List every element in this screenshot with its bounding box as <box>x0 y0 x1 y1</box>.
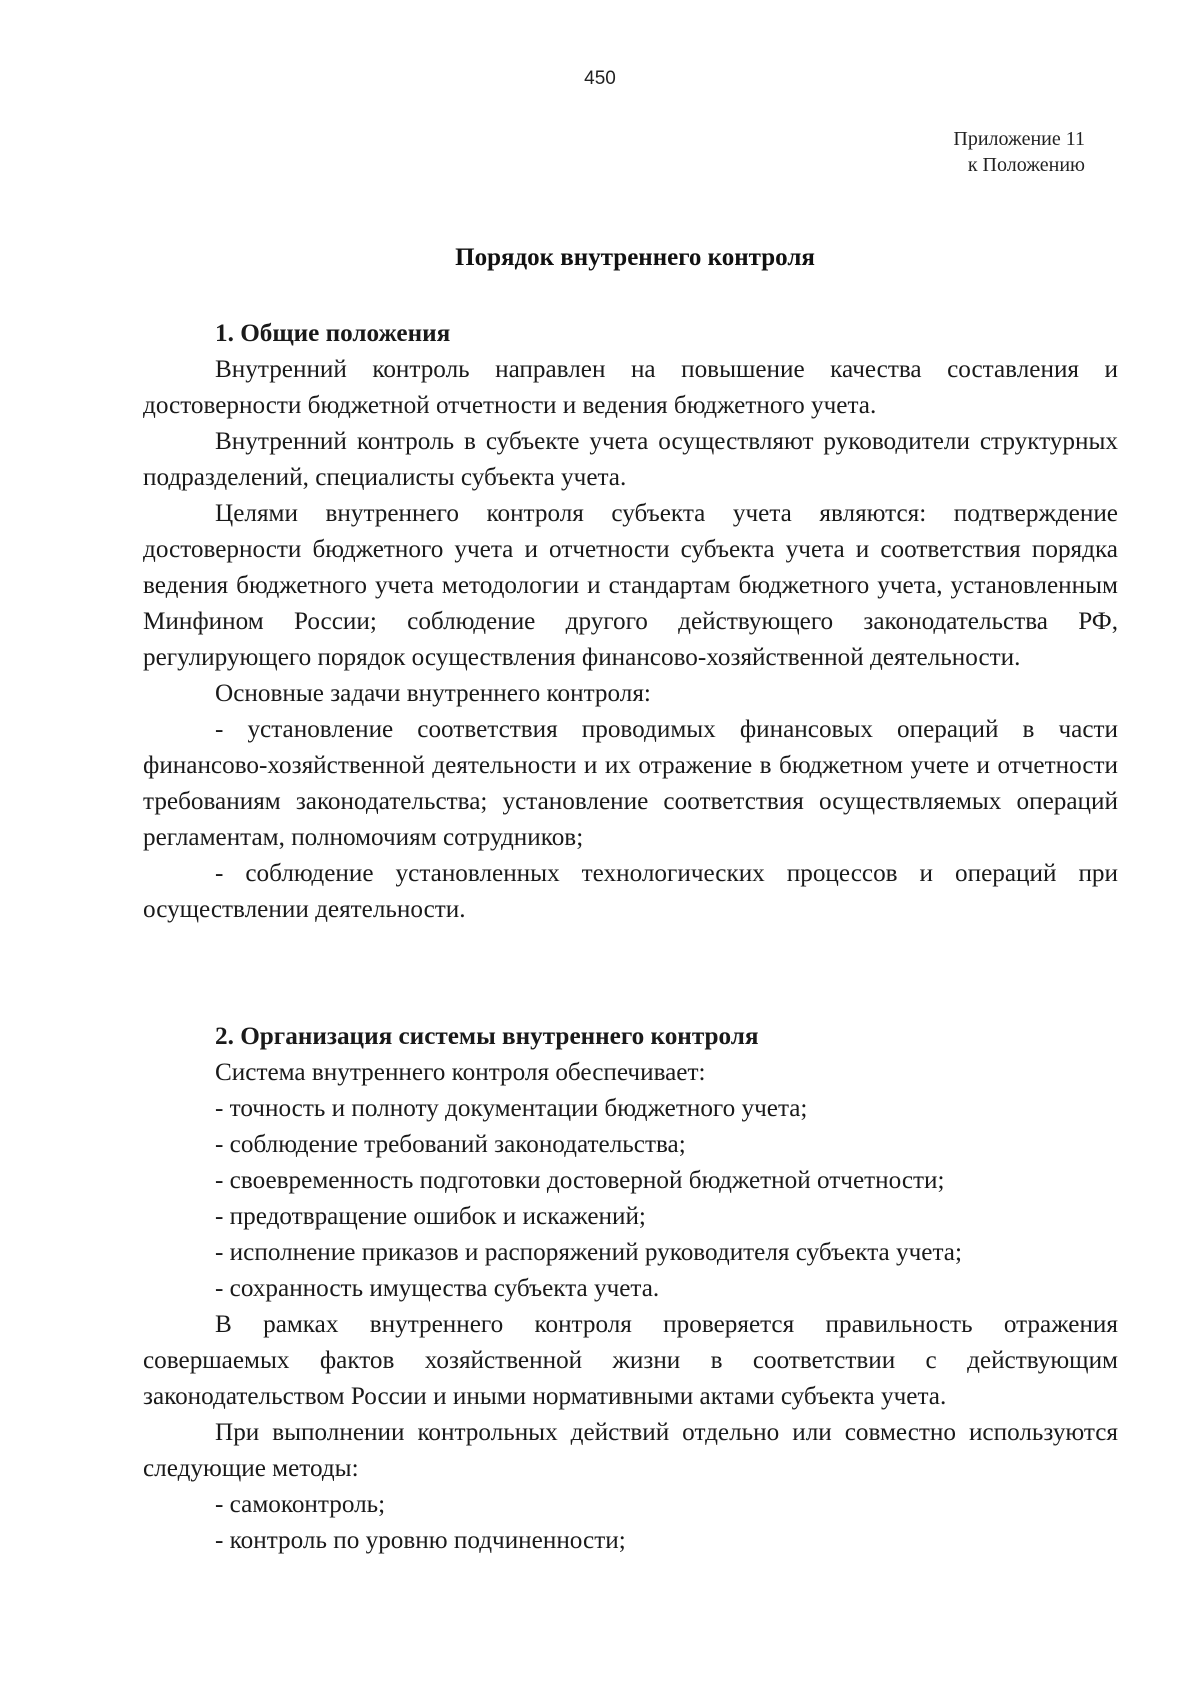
appendix-note <box>953 126 1085 178</box>
section-heading: 1. Общие положения <box>215 320 451 347</box>
paragraph: Основные задачи внутреннего контроля: <box>215 680 651 707</box>
document-title: Порядок внутреннего контроля <box>455 244 815 271</box>
page-number: 450 <box>584 68 616 89</box>
section-heading: 2. Организация системы внутреннего контроля <box>215 1023 759 1050</box>
list-item: - сохранность имущества субъекта учета. <box>215 1275 660 1302</box>
appendix-line-2: к Положению <box>967 154 1085 176</box>
section-general-provisions <box>143 316 1118 928</box>
paragraph: Целями внутреннего контроля субъекта учета являются: подтверждение достоверности бюджетного учета и отчетности субъекта учета и соответствия порядка ведения бюджетного учета методологии и стандартам бюджетного учета, установленным Минфином России; соблюдение другого действующего законодательства РФ, регулирующего порядок осуществления финансово-хозяйственной деятельности. <box>143 500 1118 671</box>
list-paragraph: - соблюдение установленных технологических процессов и операций при осуществлении деятельности. <box>143 860 1118 923</box>
list-item: - самоконтроль; <box>215 1491 386 1518</box>
list-item: - точность и полноту документации бюджетного учета; <box>215 1095 808 1122</box>
list-paragraph: - установление соответствия проводимых финансовых операций в части финансово-хозяйственной деятельности и их отражение в бюджетном учете и отчетности требованиям законодательства; установление соответствия осуществляемых операций регламентам, полномочиям сотрудников; <box>143 716 1118 851</box>
paragraph: Внутренний контроль в субъекте учета осуществляют руководители структурных подразделений, специалисты субъекта учета. <box>143 428 1118 491</box>
list-item: - своевременность подготовки достоверной бюджетной отчетности; <box>215 1167 945 1194</box>
paragraph: При выполнении контрольных действий отдельно или совместно используются следующие методы: <box>143 1419 1118 1482</box>
paragraph: Внутренний контроль направлен на повышение качества составления и достоверности бюджетной отчетности и ведения бюджетного учета. <box>143 356 1118 419</box>
section-control-system <box>143 1019 1118 1559</box>
section-intro: Система внутреннего контроля обеспечивает: <box>215 1059 706 1086</box>
list-item: - контроль по уровню подчиненности; <box>215 1527 626 1554</box>
appendix-line-1: Приложение 11 <box>953 128 1085 150</box>
list-item: - исполнение приказов и распоряжений руководителя субъекта учета; <box>215 1239 962 1266</box>
paragraph: В рамках внутреннего контроля проверяется правильность отражения совершаемых фактов хозяйственной жизни в соответствии с действующим законодательством России и иными нормативными актами субъекта учета. <box>143 1311 1118 1410</box>
list-item: - предотвращение ошибок и искажений; <box>215 1203 646 1230</box>
list-item: - соблюдение требований законодательства; <box>215 1131 686 1158</box>
